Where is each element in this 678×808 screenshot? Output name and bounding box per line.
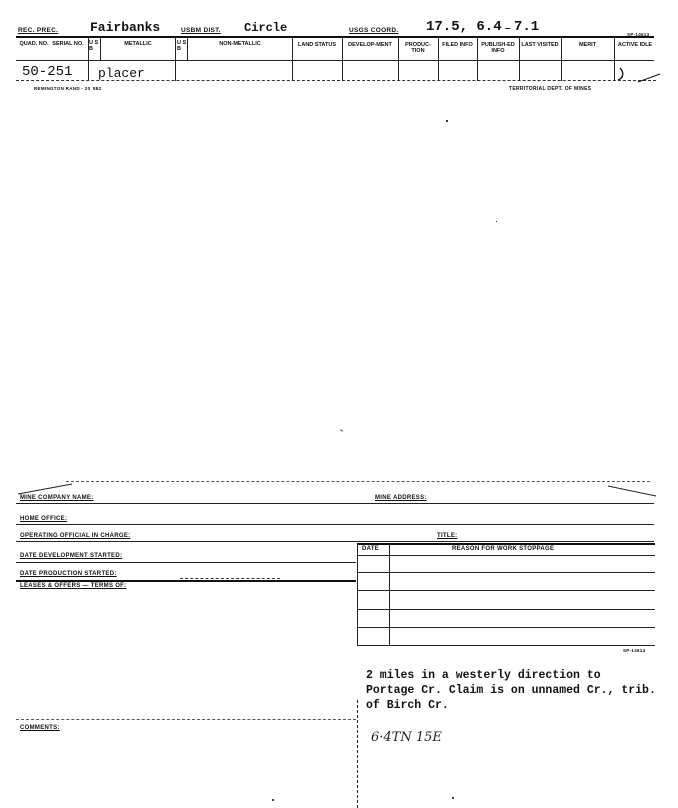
dash-rule bbox=[180, 578, 280, 579]
header-top-rule bbox=[16, 36, 654, 38]
rule bbox=[16, 503, 654, 504]
date-development-label: DATE DEVELOPMENT STARTED: bbox=[20, 553, 123, 559]
usbm-dist-value: Circle bbox=[244, 21, 288, 35]
mine-address-label: MINE ADDRESS: bbox=[375, 495, 427, 501]
col-active-idle: ACTIVE IDLE bbox=[617, 42, 653, 48]
rule bbox=[357, 555, 655, 556]
title-label: TITLE: bbox=[437, 533, 458, 539]
rule bbox=[357, 609, 655, 610]
col-metallic: METALLIC bbox=[124, 41, 152, 47]
handwritten-note: 6·4TN 15E bbox=[371, 730, 442, 745]
operating-official-label: OPERATING OFFICIAL IN CHARGE: bbox=[20, 533, 131, 539]
speck bbox=[340, 429, 343, 432]
home-office-label: HOME OFFICE: bbox=[20, 516, 68, 522]
territorial-label: TERRITORIAL DEPT. OF MINES bbox=[509, 86, 592, 92]
col-serial-no: SERIAL NO. bbox=[52, 41, 84, 47]
speck bbox=[272, 799, 274, 801]
col-published-info: PUBLISH-ED INFO bbox=[481, 42, 515, 54]
speck bbox=[446, 120, 448, 122]
rec-prec-value: Fairbanks bbox=[90, 20, 161, 35]
stroke-mark bbox=[16, 482, 76, 496]
comments-divider bbox=[357, 700, 358, 808]
col-usb-right: U S B bbox=[177, 40, 187, 52]
leases-label: LEASES & OFFERS — TERMS OF: bbox=[20, 583, 127, 589]
rule bbox=[16, 719, 356, 720]
metallic-value: placer bbox=[98, 66, 145, 81]
rule bbox=[357, 627, 655, 628]
speck bbox=[452, 797, 454, 799]
typed-note-line-2: Portage Cr. Claim is on unnamed Cr., trib. bbox=[366, 684, 656, 697]
checkmark-icon bbox=[612, 62, 672, 88]
usgs-coord-value: 17.5, 6.4 bbox=[426, 19, 502, 35]
reason-table-top bbox=[357, 543, 655, 545]
form-code-top: SP-14613 bbox=[627, 32, 650, 37]
reason-col-header: REASON FOR WORK STOPPAGE bbox=[452, 546, 555, 552]
usgs-coord-extra: 7.1 bbox=[514, 19, 540, 35]
rule bbox=[357, 572, 655, 573]
coord-dash: – bbox=[505, 23, 511, 34]
comments-label: COMMENTS: bbox=[20, 725, 60, 731]
reason-table-divider bbox=[389, 543, 390, 646]
col-non-metallic: NON-METALLIC bbox=[219, 41, 261, 47]
col-quad-no: QUAD. NO. bbox=[19, 41, 49, 47]
remington-number: 882 bbox=[93, 86, 102, 91]
rule bbox=[357, 645, 655, 646]
divider bbox=[187, 37, 188, 60]
remington-label: REMINGTON RAND - 20 bbox=[34, 86, 91, 91]
date-col-header: DATE bbox=[362, 546, 380, 552]
typed-note-line-3: of Birch Cr. bbox=[366, 699, 449, 712]
quad-serial-value: 50-251 bbox=[22, 64, 73, 80]
header-mid-rule bbox=[16, 60, 654, 61]
reason-table-left bbox=[357, 543, 358, 646]
mine-company-name-label: MINE COMPANY NAME: bbox=[20, 495, 94, 501]
rule bbox=[16, 541, 654, 542]
rule bbox=[16, 562, 356, 563]
lower-top-dash bbox=[66, 481, 650, 482]
form-code-bottom: SP-14614 bbox=[623, 648, 646, 653]
col-land-status: LAND STATUS bbox=[298, 42, 336, 48]
rule bbox=[16, 524, 654, 525]
divider bbox=[175, 37, 176, 81]
date-production-label: DATE PRODUCTION STARTED: bbox=[20, 571, 117, 577]
rec-prec-label: REC. PREC. bbox=[18, 27, 59, 34]
col-last-visited: LAST VISITED bbox=[521, 42, 559, 48]
col-merit: MERIT bbox=[578, 42, 597, 48]
col-usb-left: U S B bbox=[89, 40, 99, 52]
rule bbox=[357, 590, 655, 591]
speck bbox=[496, 221, 497, 222]
divider bbox=[100, 37, 101, 60]
col-production: PRODUC-TION bbox=[405, 42, 431, 54]
rule bbox=[16, 580, 356, 582]
col-filed-info: FILED INFO bbox=[442, 42, 473, 48]
usbm-dist-label: USBM DIST. bbox=[181, 27, 221, 34]
typed-note-line-1: 2 miles in a westerly direction to bbox=[366, 669, 601, 682]
col-development: DEVELOP-MENT bbox=[348, 42, 392, 48]
stroke-mark-right bbox=[606, 484, 658, 498]
usgs-coord-label: USGS COORD. bbox=[349, 27, 399, 34]
